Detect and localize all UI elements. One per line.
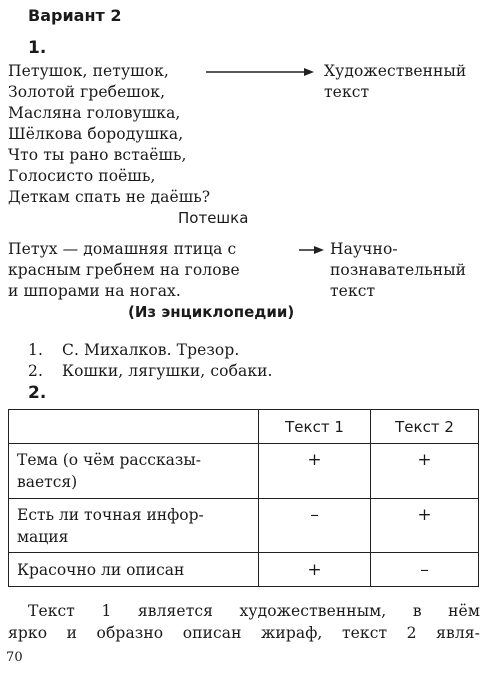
list-item-number: 1. — [28, 341, 43, 359]
plus-mark: + — [371, 444, 479, 499]
poem-line: Шёлкова бородушка, — [8, 125, 184, 143]
row-label-line: вается) — [17, 473, 78, 491]
poem-line: Что ты рано встаёшь, — [8, 146, 187, 164]
row-label — [9, 444, 259, 499]
task-1-number: 1. — [28, 38, 47, 58]
row-label-line: Красочно ли описан — [17, 560, 185, 579]
list-item: Кошки, лягушки, собаки. — [62, 362, 273, 380]
list-item: С. Михалков. Трезор. — [62, 341, 240, 359]
conclusion-line: Текст 1 является художественным, в нём — [28, 602, 480, 620]
poem-line: Золотой гребешок, — [8, 83, 166, 101]
row-label — [9, 553, 259, 587]
plus-mark: + — [371, 499, 479, 553]
plus-mark: + — [259, 553, 371, 587]
poem-type-label: Художественный — [324, 62, 467, 80]
poem-line: Деткам спать не даёшь? — [8, 188, 211, 206]
conclusion-line: ярко и образно описан жираф, текст 2 явля- — [8, 624, 480, 642]
poem-caption: Потешка — [178, 209, 249, 227]
encyclopedia-line — [8, 261, 292, 279]
table-header-row — [9, 410, 479, 444]
variant-heading: Вариант 2 — [28, 6, 122, 25]
right-arrow-icon — [298, 244, 326, 256]
table-header-cell: Текст 2 — [371, 410, 479, 444]
table-header-cell — [9, 410, 259, 444]
row-label — [9, 499, 259, 553]
list-item-number: 2. — [28, 362, 43, 380]
minus-mark: – — [259, 499, 371, 553]
row-label-line: Тема (о чём рассказы- — [17, 451, 201, 469]
plus-mark: + — [259, 444, 371, 499]
encyclopedia-line-text: красным гребнем на голове — [8, 261, 240, 279]
encyclopedia-type-label: Научно- — [330, 240, 398, 258]
table-header-cell: Текст 1 — [259, 410, 371, 444]
task-2-number: 2. — [28, 383, 47, 403]
encyclopedia-line: и шпорами на ногах. — [8, 282, 181, 300]
encyclopedia-type-label: познавательный — [330, 261, 467, 279]
table-row — [9, 444, 479, 499]
row-label-line: мация — [17, 527, 69, 546]
encyclopedia-caption: (Из энциклопедии) — [128, 303, 295, 321]
right-arrow-icon — [204, 66, 316, 78]
minus-mark: – — [371, 553, 479, 587]
table-row — [9, 553, 479, 587]
poem-line: Масляна головушка, — [8, 104, 181, 122]
encyclopedia-line-text: Петух — домашняя птица с — [8, 240, 237, 258]
page-number: 70 — [6, 650, 23, 665]
poem-line: Петушок, петушок, — [8, 62, 169, 80]
encyclopedia-type-label: текст — [330, 282, 376, 300]
poem-type-label: текст — [324, 83, 370, 101]
row-label-line: Есть ли точная инфор- — [17, 505, 204, 524]
poem-line: Голосисто поёшь, — [8, 167, 156, 185]
table-row — [9, 499, 479, 553]
comparison-table — [8, 409, 479, 587]
encyclopedia-line — [8, 240, 292, 258]
